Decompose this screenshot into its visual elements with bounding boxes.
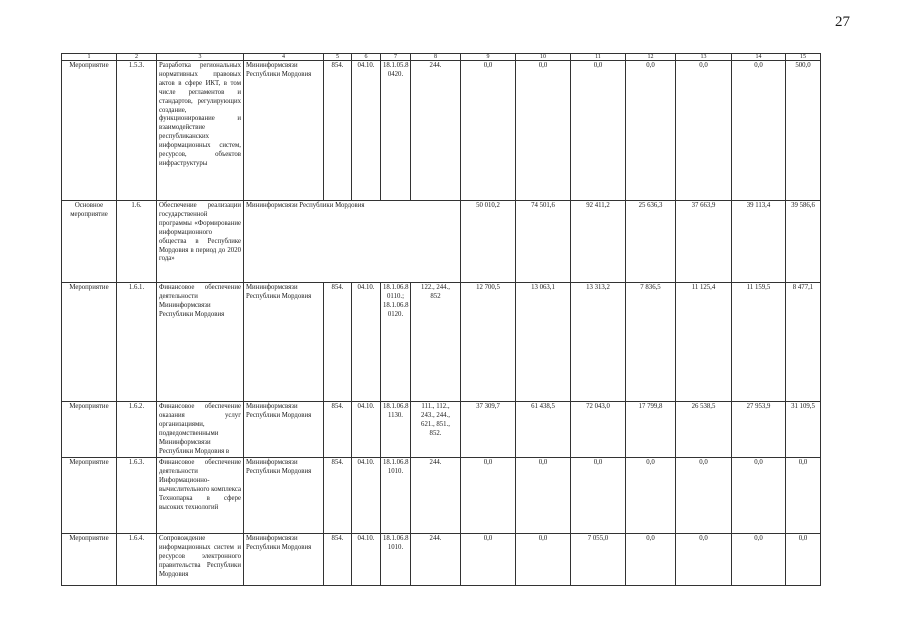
value-cell: 0,0	[786, 534, 821, 586]
event-name: Финансовое обеспечение деятельности Мининформсвязи Республики Мордовия	[157, 283, 244, 402]
value-cell: 25 636,3	[626, 201, 676, 283]
event-code: 1.6.3.	[117, 458, 157, 534]
expense-type-code: 244.	[411, 458, 461, 534]
column-number: 11	[571, 54, 626, 61]
event-executor: Мининформсвязи Республики Мордовия	[244, 402, 324, 458]
target-article-code: 18.1.06.8 1010.	[381, 534, 411, 586]
event-type: Мероприятие	[62, 458, 117, 534]
value-cell: 39 113,4	[732, 201, 786, 283]
grbs-code: 854.	[324, 283, 352, 402]
value-cell: 0,0	[626, 534, 676, 586]
column-number: 2	[117, 54, 157, 61]
value-cell: 26 538,5	[676, 402, 732, 458]
table-row	[62, 283, 821, 402]
value-cell: 17 799,8	[626, 402, 676, 458]
event-name: Финансовое обеспечение деятельности Информационно-вычислительного комплекса Технопарка в сфере высоких технологий	[157, 458, 244, 534]
value-cell: 0,0	[786, 458, 821, 534]
value-cell: 0,0	[676, 458, 732, 534]
event-type: Мероприятие	[62, 534, 117, 586]
event-type: Мероприятие	[62, 61, 117, 201]
target-article-code: 18.1.05.8 0420.	[381, 61, 411, 201]
table-row	[62, 458, 821, 534]
value-cell: 0,0	[676, 534, 732, 586]
value-cell: 0,0	[732, 458, 786, 534]
value-cell: 27 953,9	[732, 402, 786, 458]
column-number: 1	[62, 54, 117, 61]
value-cell: 0,0	[516, 61, 571, 201]
event-type: Мероприятие	[62, 283, 117, 402]
section-code: 04.10.	[352, 402, 381, 458]
column-number: 8	[411, 54, 461, 61]
event-type: Основное мероприятие	[62, 201, 117, 283]
budget-table	[61, 53, 821, 586]
expense-type-code: 244.	[411, 61, 461, 201]
value-cell: 37 309,7	[461, 402, 516, 458]
column-number: 14	[732, 54, 786, 61]
value-cell: 0,0	[516, 458, 571, 534]
section-code: 04.10.	[352, 534, 381, 586]
event-code: 1.6.1.	[117, 283, 157, 402]
value-cell: 0,0	[676, 61, 732, 201]
event-executor: Мининформсвязи Республики Мордовия	[244, 283, 324, 402]
value-cell: 11 159,5	[732, 283, 786, 402]
value-cell: 13 313,2	[571, 283, 626, 402]
value-cell: 0,0	[732, 534, 786, 586]
column-number-row	[62, 54, 821, 61]
value-cell: 37 663,9	[676, 201, 732, 283]
value-cell: 50 010,2	[461, 201, 516, 283]
value-cell: 72 043,0	[571, 402, 626, 458]
value-cell: 0,0	[732, 61, 786, 201]
event-executor: Мининформсвязи Республики Мордовия	[244, 458, 324, 534]
value-cell: 31 109,5	[786, 402, 821, 458]
event-name: Финансовое обеспечение оказания услуг организациями, подведомственными Мининформсвязи Республики Мордовия в	[157, 402, 244, 458]
grbs-code: 854.	[324, 61, 352, 201]
grbs-code: 854.	[324, 402, 352, 458]
event-code: 1.6.2.	[117, 402, 157, 458]
column-number: 6	[352, 54, 381, 61]
target-article-code: 18.1.06.8 0110.; 18.1.06.8 0120.	[381, 283, 411, 402]
value-cell: 13 063,1	[516, 283, 571, 402]
expense-type-code: 122., 244., 852	[411, 283, 461, 402]
table-row	[62, 534, 821, 586]
column-number: 7	[381, 54, 411, 61]
value-cell: 8 477,1	[786, 283, 821, 402]
value-cell: 0,0	[571, 61, 626, 201]
value-cell: 74 501,6	[516, 201, 571, 283]
column-number: 15	[786, 54, 821, 61]
column-number: 13	[676, 54, 732, 61]
column-number: 4	[244, 54, 324, 61]
column-number: 9	[461, 54, 516, 61]
value-cell: 0,0	[461, 534, 516, 586]
table-row	[62, 61, 821, 201]
expense-type-code: 244.	[411, 534, 461, 586]
event-executor: Мининформсвязи Республики Мордовия	[244, 201, 461, 283]
expense-type-code: 111., 112., 243., 244., 621., 851., 852.	[411, 402, 461, 458]
value-cell: 92 411,2	[571, 201, 626, 283]
value-cell: 7 836,5	[626, 283, 676, 402]
event-name: Сопровождение информационных систем и ресурсов электронного правительства Республики Мордовия	[157, 534, 244, 586]
section-code: 04.10.	[352, 283, 381, 402]
column-number: 12	[626, 54, 676, 61]
value-cell: 39 586,6	[786, 201, 821, 283]
section-code: 04.10.	[352, 61, 381, 201]
value-cell: 0,0	[626, 61, 676, 201]
grbs-code: 854.	[324, 534, 352, 586]
value-cell: 61 438,5	[516, 402, 571, 458]
event-name: Обеспечение реализации государственной программы «Формирование информационного общества в Республике Мордовия в период до 2020 года»	[157, 201, 244, 283]
target-article-code: 18.1.06.8 1010.	[381, 458, 411, 534]
event-executor: Мининформсвязи Республики Мордовия	[244, 534, 324, 586]
column-number: 10	[516, 54, 571, 61]
value-cell: 12 700,5	[461, 283, 516, 402]
page-number: 27	[835, 14, 850, 30]
section-code: 04.10.	[352, 458, 381, 534]
value-cell: 0,0	[461, 458, 516, 534]
event-code: 1.6.4.	[117, 534, 157, 586]
event-type: Мероприятие	[62, 402, 117, 458]
event-name: Разработка региональных нормативных правовых актов в сфере ИКТ, в том числе регламентов и стандартов, регулирующих создание, функционирование и взаимодействие республиканских информационных систем, ресурсов, объектов инфраструктуры	[157, 61, 244, 201]
target-article-code: 18.1.06.8 1130.	[381, 402, 411, 458]
value-cell: 11 125,4	[676, 283, 732, 402]
value-cell: 7 055,0	[571, 534, 626, 586]
event-code: 1.6.	[117, 201, 157, 283]
grbs-code: 854.	[324, 458, 352, 534]
table-row	[62, 201, 821, 283]
column-number: 5	[324, 54, 352, 61]
table-row	[62, 402, 821, 458]
value-cell: 0,0	[571, 458, 626, 534]
value-cell: 500,0	[786, 61, 821, 201]
value-cell: 0,0	[626, 458, 676, 534]
value-cell: 0,0	[516, 534, 571, 586]
event-code: 1.5.3.	[117, 61, 157, 201]
event-executor: Мининформсвязи Республики Мордовия	[244, 61, 324, 201]
column-number: 3	[157, 54, 244, 61]
value-cell: 0,0	[461, 61, 516, 201]
